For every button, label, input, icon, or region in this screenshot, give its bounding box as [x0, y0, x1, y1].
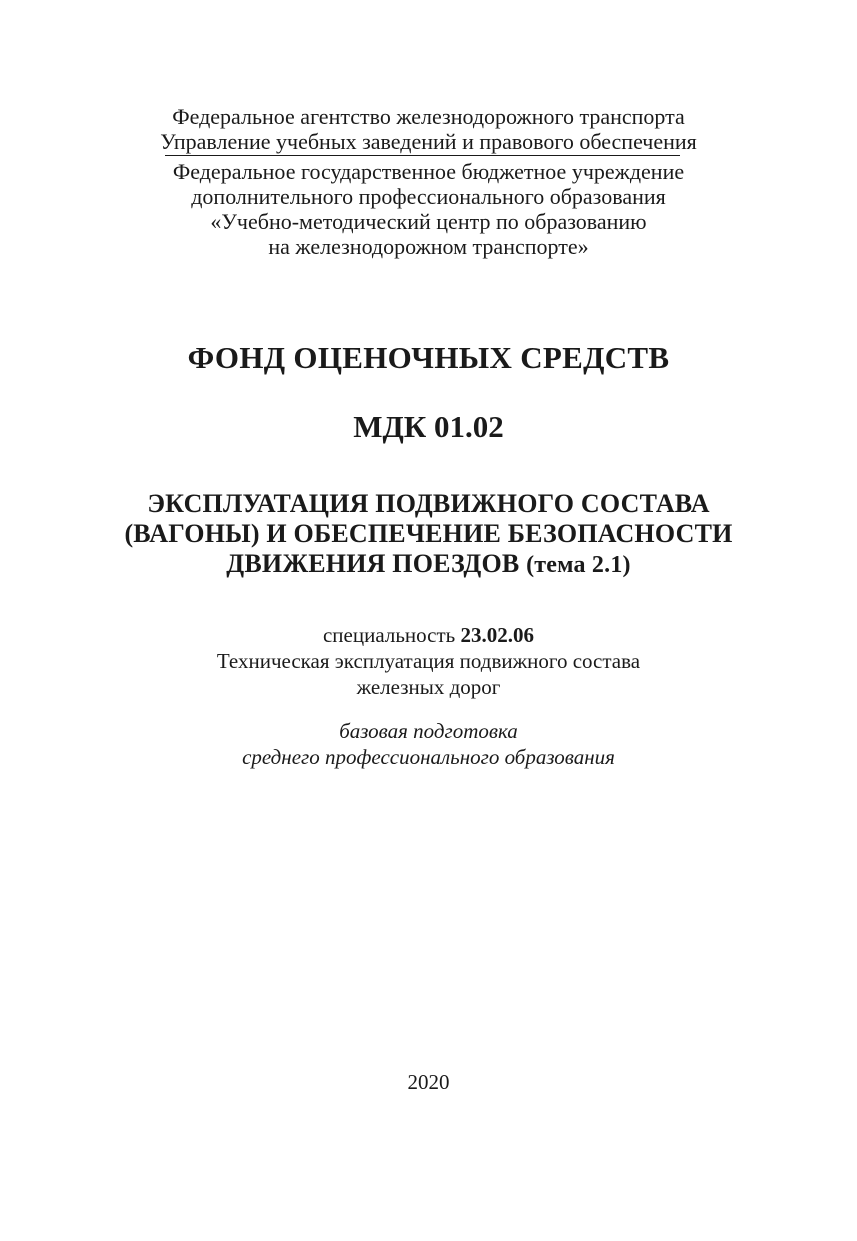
- header-divider: [165, 155, 680, 156]
- education-level: [0, 718, 857, 770]
- institution-line-1: Федеральное государственное бюджетное учреждение: [172, 159, 685, 184]
- subject-topic: (тема 2.1): [526, 552, 631, 578]
- document-title-text: ФОНД ОЦЕНОЧНЫХ СРЕДСТВ: [187, 340, 670, 375]
- subject-line-3-main: ДВИЖЕНИЯ ПОЕЗДОВ: [226, 549, 520, 578]
- specialty-label: специальность: [322, 623, 456, 647]
- module-code-text: МДК 01.02: [353, 409, 504, 444]
- document-title: [0, 338, 857, 378]
- header-block: [0, 104, 857, 154]
- institution-block: [0, 159, 857, 259]
- publication-year-text: 2020: [407, 1070, 450, 1094]
- specialty-code: 23.02.06: [460, 623, 534, 647]
- institution-line-2: дополнительного профессионального образования: [191, 184, 666, 209]
- subject-title: [0, 489, 857, 580]
- institution-line-4: на железнодорожном транспорте»: [268, 234, 589, 259]
- department-name: Управление учебных заведений и правового обеспечения: [160, 129, 697, 154]
- specialty-line: [0, 622, 857, 648]
- education-level-line-2: среднего профессионального образования: [242, 745, 615, 769]
- education-level-line-1: базовая подготовка: [339, 719, 518, 743]
- module-code: [0, 407, 857, 447]
- subject-line-2: (ВАГОНЫ) И ОБЕСПЕЧЕНИЕ БЕЗОПАСНОСТИ: [124, 519, 733, 548]
- subject-line-3: [0, 549, 857, 580]
- specialty-name-line-2: железных дорог: [356, 675, 501, 699]
- agency-name: Федеральное агентство железнодорожного транспорта: [172, 104, 685, 129]
- publication-year: [0, 1069, 857, 1095]
- subject-line-1: ЭКСПЛУАТАЦИЯ ПОДВИЖНОГО СОСТАВА: [147, 489, 710, 518]
- institution-line-3: «Учебно-методический центр по образованию: [210, 209, 647, 234]
- specialty-name-line-1: Техническая эксплуатация подвижного состава: [216, 649, 641, 673]
- specialty-block: [0, 622, 857, 700]
